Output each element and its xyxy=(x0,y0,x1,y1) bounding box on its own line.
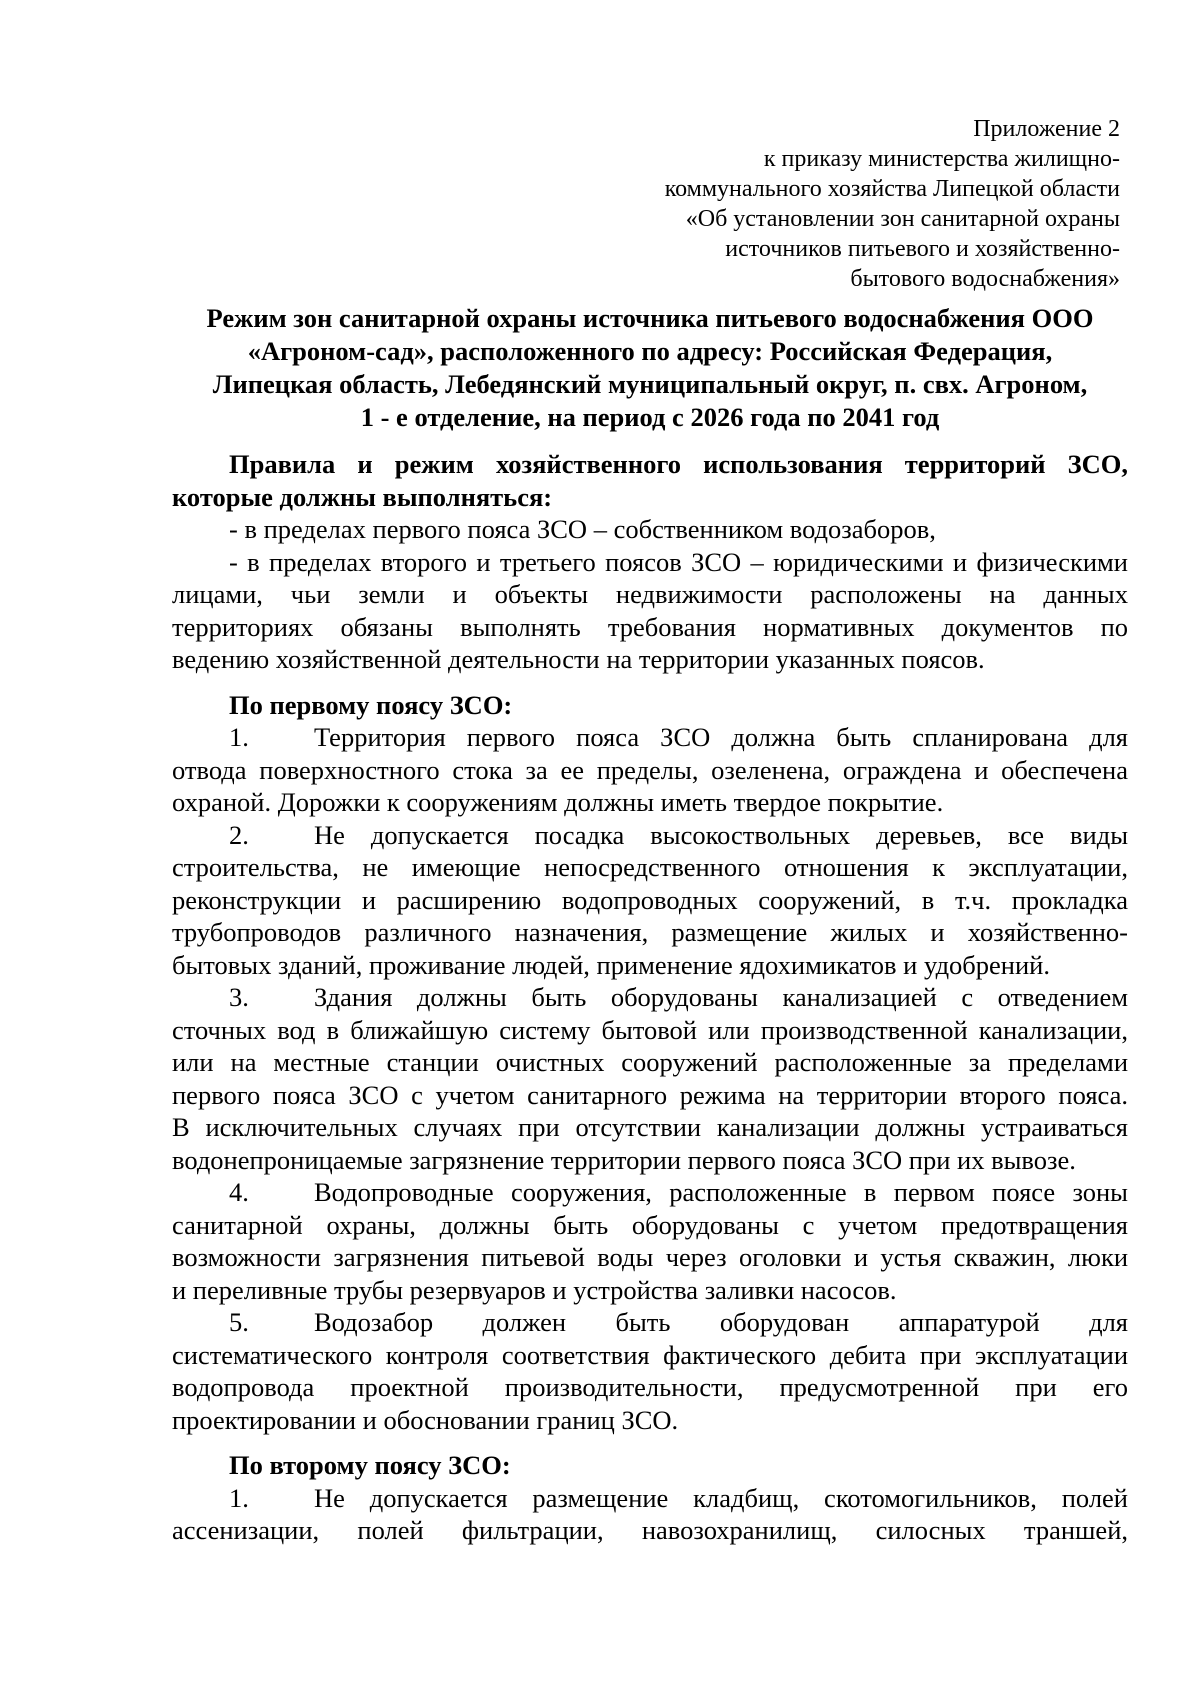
rules-paragraph-line: лицами, чьи земли и объекты недвижимости расположены на данных xyxy=(172,579,1128,609)
item-number: 1. xyxy=(229,722,256,752)
item-text-line: проектировании и обосновании границ ЗСО. xyxy=(172,1404,679,1435)
title-line: Режим зон санитарной охраны источника питьевого водоснабжения ООО xyxy=(206,303,1094,333)
appendix-line: Приложение 2 xyxy=(973,116,1120,142)
item-text-line: Не допускается размещение кладбищ, скотомогильников, полей xyxy=(314,1482,1128,1513)
item-text-line: Не допускается посадка высокоствольных деревьев, все виды xyxy=(314,819,1128,850)
item-text-line: отвода поверхностного стока за ее пределы, озеленена, ограждена и обеспечена xyxy=(172,754,1128,785)
rules-paragraph-line: территориях обязаны выполнять требования нормативных документов по xyxy=(172,611,1128,642)
item-text-line: Здания должны быть оборудованы канализацией с отведением xyxy=(314,982,1128,1012)
appendix-line: «Об установлении зон санитарной охраны xyxy=(685,206,1120,232)
first-belt-heading: По первому поясу ЗСО: xyxy=(229,689,513,720)
item-text-line: возможности загрязнения питьевой воды через оголовки и устья скважин, люки xyxy=(172,1242,1128,1272)
first-belt-item-3 xyxy=(172,981,1128,1014)
second-belt-item-1 xyxy=(172,1482,1128,1515)
rules-heading-line: которые должны выполняться: xyxy=(172,481,553,512)
item-text-line: или на местные станции очистных сооружений расположенные за пределами xyxy=(172,1047,1128,1077)
item-text-line: водонепроницаемые загрязнение территории первого пояса ЗСО при их вывозе. xyxy=(172,1144,1076,1175)
second-belt-heading: По второму поясу ЗСО: xyxy=(229,1450,511,1480)
item-text-line: ассенизации, полей фильтрации, навозохранилищ, силосных траншей, xyxy=(172,1515,1128,1545)
document-title xyxy=(172,302,1128,434)
item-text-line: сточных вод в ближайшую систему бытовой или производственной канализации, xyxy=(172,1014,1128,1045)
document-body xyxy=(172,448,1128,1547)
item-number: 5. xyxy=(229,1307,256,1337)
item-text-line: трубопроводов различного назначения, размещение жилых и хозяйственно- xyxy=(172,917,1128,947)
appendix-line: источников питьевого и хозяйственно- xyxy=(725,236,1120,262)
item-text-line: Водопроводные сооружения, расположенные в первом поясе зоны xyxy=(314,1177,1128,1207)
item-text-line: Территория первого пояса ЗСО должна быть спланирована для xyxy=(314,722,1128,752)
rules-paragraph-line: ведению хозяйственной деятельности на территории указанных поясов. xyxy=(172,644,985,674)
appendix-line: бытового водоснабжения» xyxy=(850,266,1120,292)
item-text-line: первого пояса ЗСО с учетом санитарного режима на территории второго пояса. xyxy=(172,1079,1128,1110)
rules-paragraph-line: - в пределах второго и третьего поясов ЗСО – юридическими и физическими xyxy=(229,546,1128,577)
item-text-line: и переливные трубы резервуаров и устройства заливки насосов. xyxy=(172,1274,897,1305)
item-text-line: строительства, не имеющие непосредственного отношения к эксплуатации, xyxy=(172,852,1128,882)
appendix-block xyxy=(560,114,1120,294)
item-text-line: санитарной охраны, должны быть оборудованы с учетом предотвращения xyxy=(172,1209,1128,1240)
item-text-line: В исключительных случаях при отсутствии канализации должны устраиваться xyxy=(172,1112,1128,1142)
rules-paragraph-first-belt: - в пределах первого пояса ЗСО – собственником водозаборов, xyxy=(229,514,936,544)
title-line: «Агроном-сад», расположенного по адресу: Российская Федерация, xyxy=(247,336,1053,366)
title-line: 1 - е отделение, на период с 2026 года по 2041 год xyxy=(360,402,940,432)
item-number: 4. xyxy=(229,1177,256,1207)
item-number: 1. xyxy=(229,1482,256,1513)
rules-heading-line: Правила и режим хозяйственного использования территорий ЗСО, xyxy=(229,449,1128,479)
appendix-line: коммунального хозяйства Липецкой области xyxy=(664,176,1120,202)
title-line: Липецкая область, Лебедянский муниципальный округ, п. свх. Агроном, xyxy=(212,369,1088,399)
appendix-line: к приказу министерства жилищно- xyxy=(763,146,1120,172)
item-text-line: систематического контроля соответствия фактического дебита при эксплуатации xyxy=(172,1339,1128,1370)
item-text-line: бытовых зданий, проживание людей, применение ядохимикатов и удобрений. xyxy=(172,949,1050,980)
item-number: 3. xyxy=(229,982,256,1012)
item-text-line: реконструкции и расширению водопроводных сооружений, в т.ч. прокладка xyxy=(172,884,1128,915)
first-belt-item-4 xyxy=(172,1176,1128,1209)
first-belt-item-5 xyxy=(172,1306,1128,1339)
item-text-line: водопровода проектной производительности, предусмотренной при его xyxy=(172,1372,1128,1402)
first-belt-item-2 xyxy=(172,819,1128,852)
first-belt-item-1 xyxy=(172,721,1128,754)
item-text-line: Водозабор должен быть оборудован аппаратурой для xyxy=(314,1307,1128,1337)
item-text-line: охраной. Дорожки к сооружениям должны иметь твердое покрытие. xyxy=(172,787,944,817)
item-number: 2. xyxy=(229,819,256,850)
